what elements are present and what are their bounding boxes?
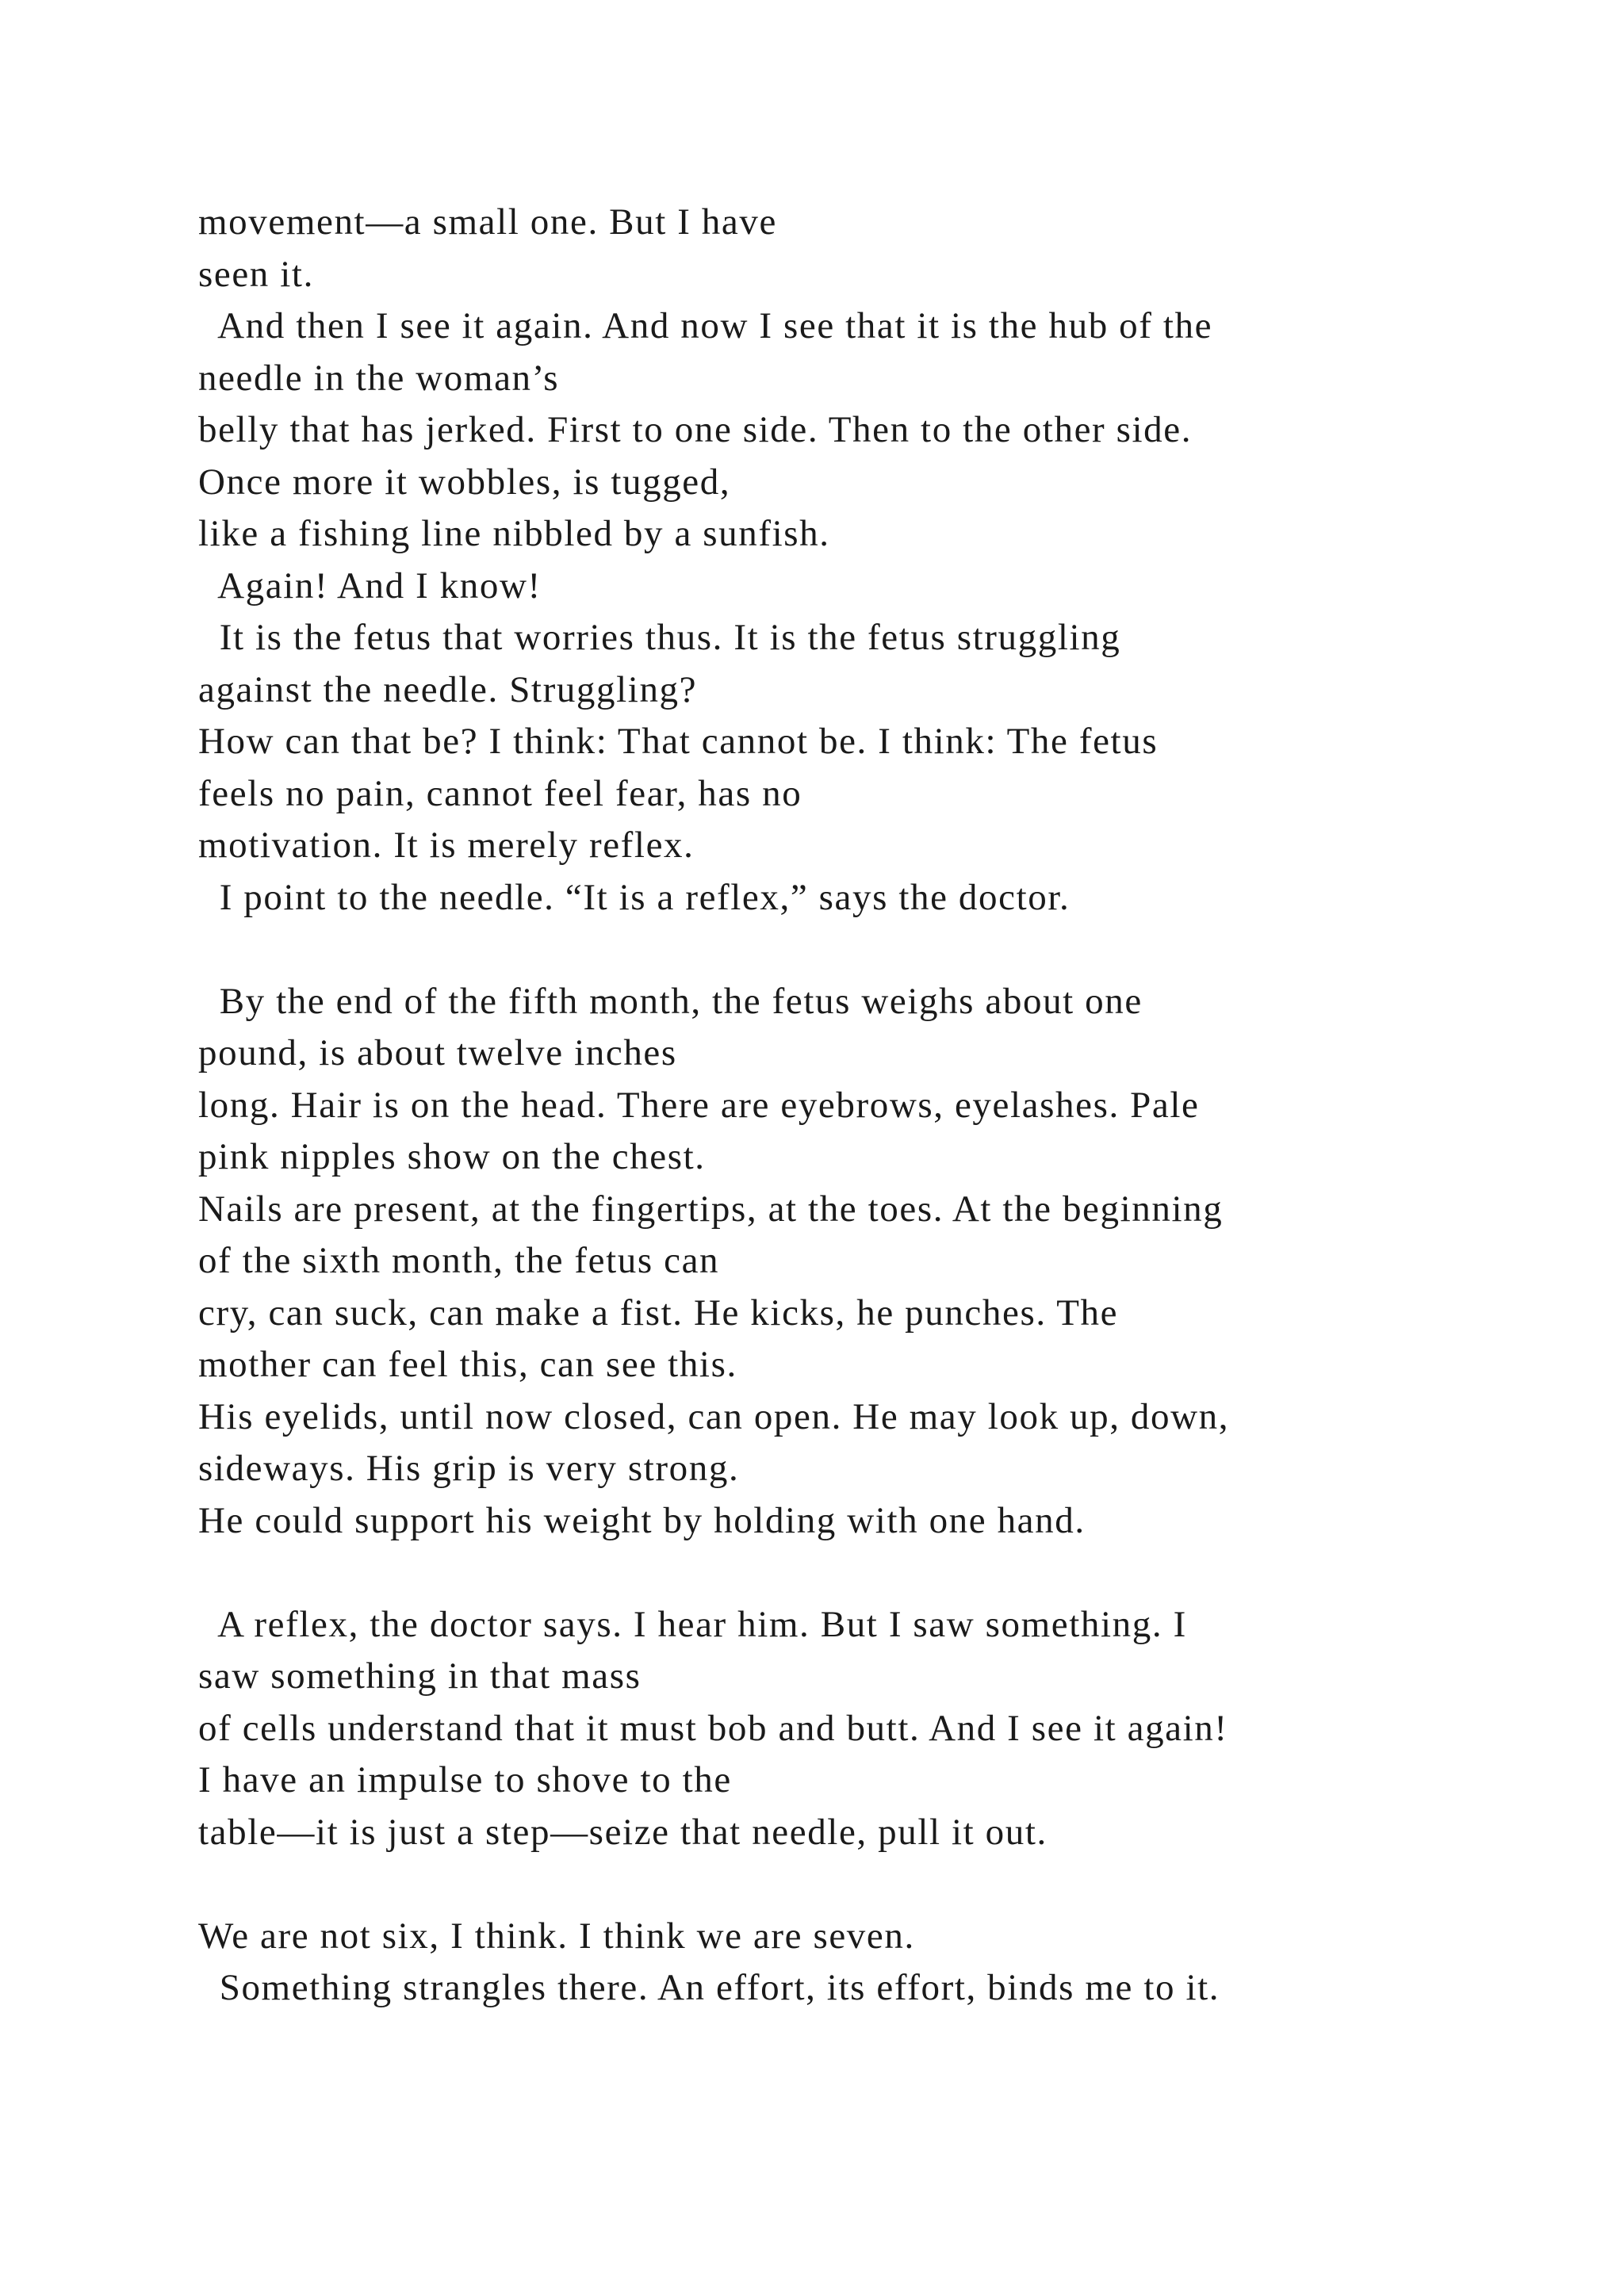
text-line: cry, can suck, can make a fist. He kicks, he punches. The — [198, 1292, 1119, 1334]
text-line: pink nipples show on the chest. — [198, 1136, 706, 1177]
text-line: of the sixth month, the fetus can — [198, 1240, 720, 1281]
text-line: saw something in that mass — [198, 1655, 642, 1697]
text-line: Something strangles there. An effort, its effort, binds me to it. — [198, 1967, 1220, 2008]
blank-line — [198, 924, 1435, 976]
text-line: A reflex, the doctor says. I hear him. But I saw something. I — [198, 1603, 1187, 1645]
text-line: pound, is about twelve inches — [198, 1032, 677, 1073]
text-line: I have an impulse to shove to the — [198, 1759, 732, 1800]
blank-line — [198, 1858, 1435, 1911]
text-line: belly that has jerked. First to one side. Then to the other side. — [198, 409, 1193, 450]
text-line: Once more it wobbles, is tugged, — [198, 461, 731, 503]
text-line: movement—a small one. But I have — [198, 201, 777, 243]
text-line: sideways. His grip is very strong. — [198, 1448, 740, 1489]
text-line: against the needle. Struggling? — [198, 668, 698, 710]
text-line: table—it is just a step—seize that needle, pull it out. — [198, 1811, 1048, 1853]
text-line: motivation. It is merely reflex. — [198, 825, 695, 866]
text-line: of cells understand that it must bob and butt. And I see it again! — [198, 1707, 1228, 1749]
text-line: feels no pain, cannot feel fear, has no — [198, 772, 802, 814]
body-text — [198, 197, 1435, 2015]
text-line: His eyelids, until now closed, can open. He may look up, down, — [198, 1395, 1230, 1437]
blank-line — [198, 1547, 1435, 1599]
text-line: By the end of the fifth month, the fetus weighs about one — [198, 980, 1143, 1022]
text-line: He could support his weight by holding with one hand. — [198, 1499, 1086, 1541]
text-line: seen it. — [198, 253, 314, 295]
text-line: We are not six, I think. I think we are seven. — [198, 1915, 915, 1957]
text-line: How can that be? I think: That cannot be. I think: The fetus — [198, 721, 1159, 762]
text-line: like a fishing line nibbled by a sunfish. — [198, 513, 830, 554]
text-line: I point to the needle. “It is a reflex,” says the doctor. — [198, 876, 1071, 918]
text-line: It is the fetus that worries thus. It is the fetus struggling — [198, 617, 1121, 658]
text-line: long. Hair is on the head. There are eyebrows, eyelashes. Pale — [198, 1084, 1200, 1126]
text-line: needle in the woman’s — [198, 357, 560, 399]
text-line: Nails are present, at the fingertips, at the toes. At the beginning — [198, 1188, 1224, 1230]
text-line: mother can feel this, can see this. — [198, 1344, 737, 1385]
text-line: Again! And I know! — [198, 564, 542, 607]
text-line: And then I see it again. And now I see that it is the hub of the — [198, 305, 1213, 346]
